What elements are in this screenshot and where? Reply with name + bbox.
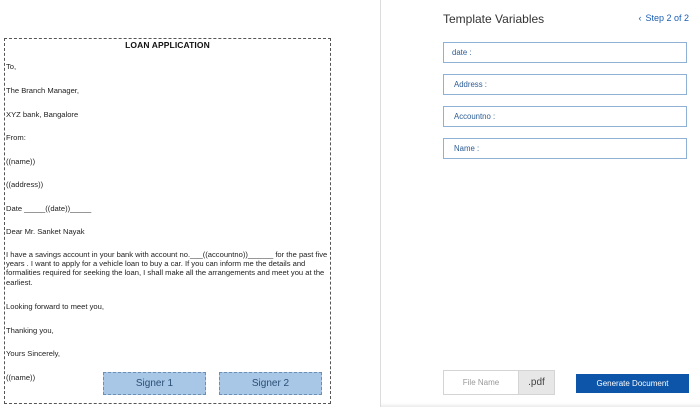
doc-line-signature-var: ((name)) <box>6 373 36 382</box>
doc-line-bank: XYZ bank, Bangalore <box>6 110 79 119</box>
name-field[interactable]: Name : <box>443 138 687 159</box>
signer-2-box[interactable]: Signer 2 <box>219 372 322 395</box>
date-field[interactable]: date : <box>443 42 687 63</box>
doc-line-closing2: Thanking you, <box>6 326 54 335</box>
step-back-link[interactable] <box>638 13 689 23</box>
doc-line-from: From: <box>6 133 26 142</box>
chevron-left-icon: ‹ <box>638 13 642 23</box>
generate-document-button[interactable]: Generate Document <box>576 374 689 393</box>
doc-line-closing1: Looking forward to meet you, <box>6 302 104 311</box>
file-name-input[interactable]: File Name <box>443 370 519 395</box>
doc-line-date: Date _____((date))_____ <box>6 204 92 213</box>
doc-line-to: To, <box>6 62 17 71</box>
panel-bottom-shadow <box>381 403 700 407</box>
signer-1-box[interactable]: Signer 1 <box>103 372 206 395</box>
file-extension-label: .pdf <box>519 370 555 395</box>
step-indicator: Step 2 of 2 <box>645 13 689 23</box>
panel-title: Template Variables <box>443 12 545 26</box>
template-variables-panel <box>381 0 700 407</box>
document-page <box>4 38 331 404</box>
doc-body-paragraph: I have a savings account in your bank with account no.___((accountno))______ for the past five years . I want to apply for a vehicle loan to buy a car. If you can inform me the details and formalities required for seeking the loan, I shall make all the arrangements and meet you at the earliest. <box>6 250 328 287</box>
address-field[interactable]: Address : <box>443 74 687 95</box>
doc-line-name-var: ((name)) <box>6 157 36 166</box>
document-title: LOAN APPLICATION <box>125 40 210 50</box>
doc-line-address-var: ((address)) <box>6 180 44 189</box>
doc-line-manager: The Branch Manager, <box>6 86 80 95</box>
accountno-field[interactable]: Accountno : <box>443 106 687 127</box>
doc-line-closing3: Yours Sincerely, <box>6 349 61 358</box>
doc-line-salutation: Dear Mr. Sanket Nayak <box>6 227 85 236</box>
